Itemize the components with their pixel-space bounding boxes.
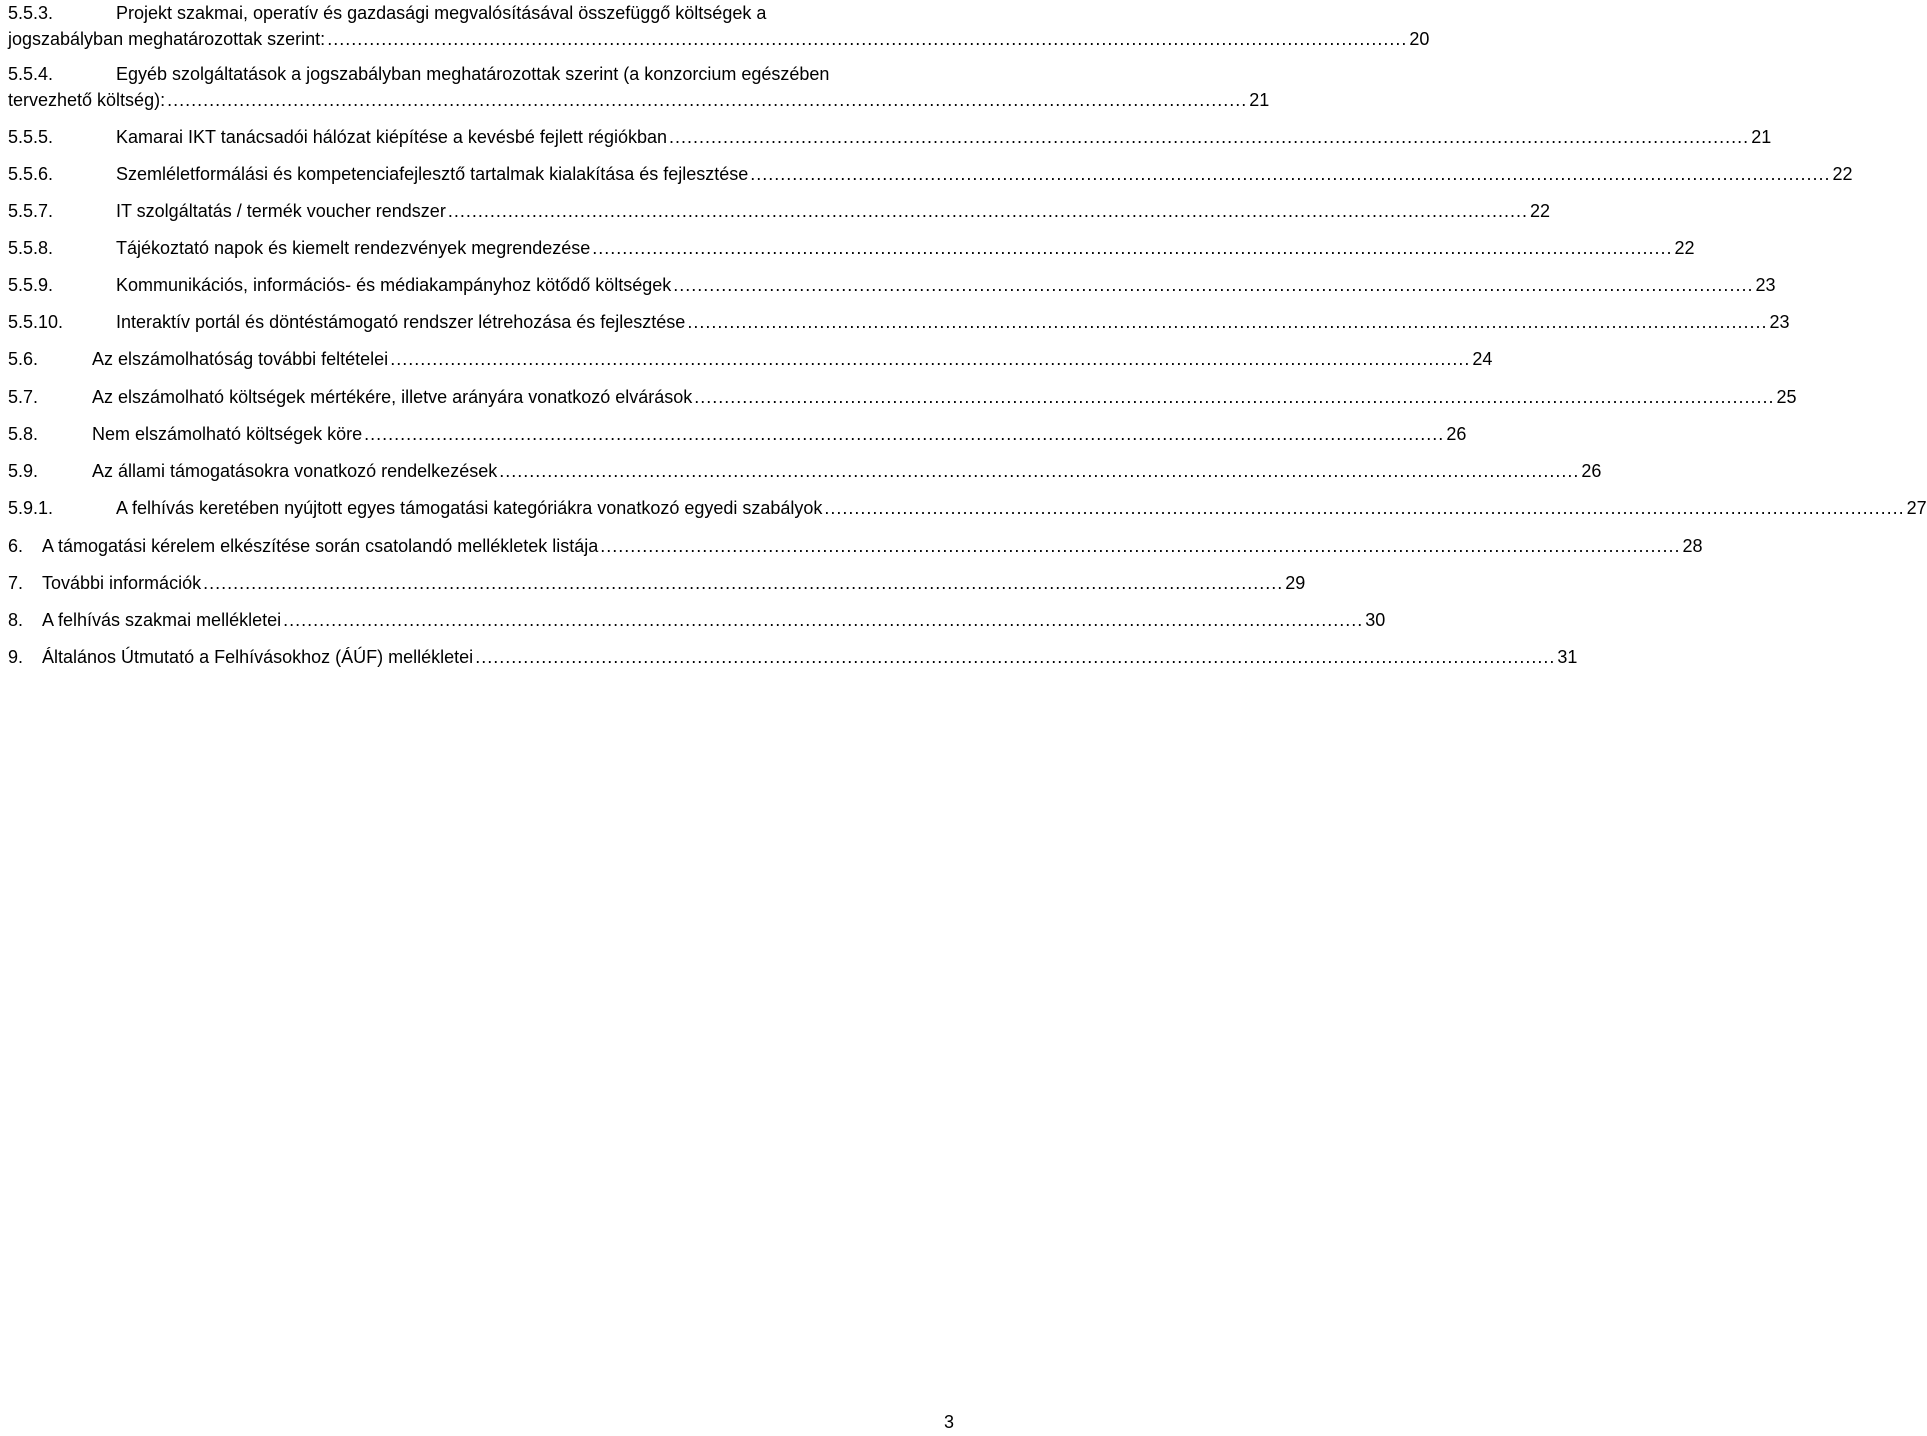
toc-entry-number: 5.9.1.: [8, 498, 54, 518]
dot-leader: ....................................................................................................................................................................................: [203, 573, 1284, 593]
toc-entry-page: 26: [1446, 424, 1467, 444]
toc-entry-number: 5.8.: [8, 424, 39, 444]
toc-entry-page: 25: [1776, 387, 1797, 407]
toc-entry[interactable]: [8, 0, 1430, 52]
dot-leader: ....................................................................................................................................................................................: [694, 387, 1775, 407]
toc-entry-number: 7.: [8, 573, 24, 593]
toc-entry-number: 5.5.6.: [8, 164, 54, 184]
toc-entry[interactable]: [8, 458, 1602, 484]
toc-entry[interactable]: [8, 272, 1776, 298]
toc-entry-number: 5.6.: [8, 349, 39, 369]
toc-entry[interactable]: [8, 61, 1270, 113]
dot-leader: ....................................................................................................................................................................................: [364, 424, 1445, 444]
toc-entry-page: 23: [1769, 312, 1790, 332]
dot-leader: ....................................................................................................................................................................................: [499, 461, 1580, 481]
dot-leader: ....................................................................................................................................................................................: [390, 349, 1471, 369]
toc-entry-page: 22: [1832, 164, 1853, 184]
toc-entry-number: 5.5.4.: [8, 64, 54, 84]
toc-entry-title: Tájékoztató napok és kiemelt rendezvények megrendezése: [116, 238, 591, 258]
toc-entry[interactable]: [8, 570, 1306, 596]
toc-entry[interactable]: [8, 198, 1551, 224]
dot-leader: ....................................................................................................................................................................................: [475, 647, 1556, 667]
toc-entry[interactable]: [8, 346, 1493, 372]
dot-leader: ....................................................................................................................................................................................: [687, 312, 1768, 332]
toc-entry-title: Az elszámolható költségek mértékére, illetve arányára vonatkozó elvárások: [92, 387, 693, 407]
toc-entry-page: 28: [1682, 536, 1703, 556]
toc-entry-title: Projekt szakmai, operatív és gazdasági megvalósításával összefüggő költségek a: [116, 3, 767, 23]
toc-entry-title: Az állami támogatásokra vonatkozó rendelkezések: [92, 461, 498, 481]
toc-entry-title: Szemléletformálási és kompetenciafejlesztő tartalmak kialakítása és fejlesztése: [116, 164, 749, 184]
toc-entry-number: 5.5.5.: [8, 127, 54, 147]
toc-entry-page: 21: [1249, 90, 1270, 110]
toc-entry-page: 22: [1674, 238, 1695, 258]
toc-entry[interactable]: [8, 235, 1695, 261]
toc-entry-title-continued: tervezhető költség):: [8, 90, 166, 110]
toc-entry[interactable]: [8, 309, 1790, 335]
toc-entry-number: 5.5.7.: [8, 201, 54, 221]
toc-entry-title: Egyéb szolgáltatások a jogszabályban meghatározottak szerint (a konzorcium egészében: [116, 64, 830, 84]
toc-entry-number: 5.7.: [8, 387, 39, 407]
dot-leader: ....................................................................................................................................................................................: [447, 201, 1528, 221]
toc-entry-title: A támogatási kérelem elkészítése során csatolandó mellékletek listája: [42, 536, 599, 556]
toc-entry-number: 5.5.10.: [8, 312, 64, 332]
toc-entry-number: 9.: [8, 647, 24, 667]
dot-leader: ....................................................................................................................................................................................: [283, 610, 1364, 630]
dot-leader: ....................................................................................................................................................................................: [327, 29, 1408, 49]
toc-entry-page: 29: [1285, 573, 1306, 593]
toc-entry-page: 21: [1751, 127, 1772, 147]
toc-entry-page: 27: [1906, 498, 1927, 518]
dot-leader: ....................................................................................................................................................................................: [669, 127, 1750, 147]
toc-entry-number: 5.5.3.: [8, 3, 54, 23]
toc-entry-title: Interaktív portál és döntéstámogató rendszer létrehozása és fejlesztése: [116, 312, 686, 332]
toc-entry-title: IT szolgáltatás / termék voucher rendszer: [116, 201, 446, 221]
dot-leader: ....................................................................................................................................................................................: [673, 275, 1754, 295]
dot-leader: ....................................................................................................................................................................................: [167, 90, 1248, 110]
toc-entry-title: Kamarai IKT tanácsadói hálózat kiépítése a kevésbé fejlett régiókban: [116, 127, 667, 147]
dot-leader: ....................................................................................................................................................................................: [600, 536, 1681, 556]
toc-entry-number: 8.: [8, 610, 24, 630]
toc-entry[interactable]: [8, 384, 1797, 410]
page-number: 3: [943, 1412, 954, 1432]
toc-entry-number: 5.9.: [8, 461, 39, 481]
dot-leader: ....................................................................................................................................................................................: [592, 238, 1673, 258]
toc-entry-page: 31: [1557, 647, 1578, 667]
toc-entry-title: A felhívás szakmai mellékletei: [42, 610, 282, 630]
toc-entry-page: 30: [1365, 610, 1386, 630]
toc-entry[interactable]: [8, 495, 1927, 521]
toc-entry[interactable]: [8, 421, 1467, 447]
toc-entry[interactable]: [8, 124, 1772, 150]
toc-entry-page: 23: [1755, 275, 1776, 295]
toc-entry[interactable]: [8, 533, 1703, 559]
toc-entry[interactable]: [8, 161, 1853, 187]
toc-entry-page: 26: [1581, 461, 1602, 481]
toc-entry-page: 20: [1409, 29, 1430, 49]
toc-entry-title: Általános Útmutató a Felhívásokhoz (ÁÚF) mellékletei: [42, 647, 474, 667]
toc-entry[interactable]: [8, 607, 1386, 633]
toc-entry[interactable]: [8, 644, 1578, 670]
toc-entry-title: Kommunikációs, információs- és médiakampányhoz kötődő költségek: [116, 275, 672, 295]
toc-entry-title: További információk: [42, 573, 202, 593]
dot-leader: ....................................................................................................................................................................................: [824, 498, 1905, 518]
toc-entry-title: A felhívás keretében nyújtott egyes támogatási kategóriákra vonatkozó egyedi szabályok: [116, 498, 823, 518]
toc-entry-title: Az elszámolhatóság további feltételei: [92, 349, 389, 369]
toc-entry-title: Nem elszámolható költségek köre: [92, 424, 363, 444]
toc-entry-page: 24: [1472, 349, 1493, 369]
toc-entry-number: 6.: [8, 536, 24, 556]
toc-entry-title-continued: jogszabályban meghatározottak szerint:: [8, 29, 326, 49]
toc-entry-number: 5.5.9.: [8, 275, 54, 295]
dot-leader: ....................................................................................................................................................................................: [750, 164, 1831, 184]
toc-entry-page: 22: [1530, 201, 1551, 221]
toc-entry-number: 5.5.8.: [8, 238, 54, 258]
